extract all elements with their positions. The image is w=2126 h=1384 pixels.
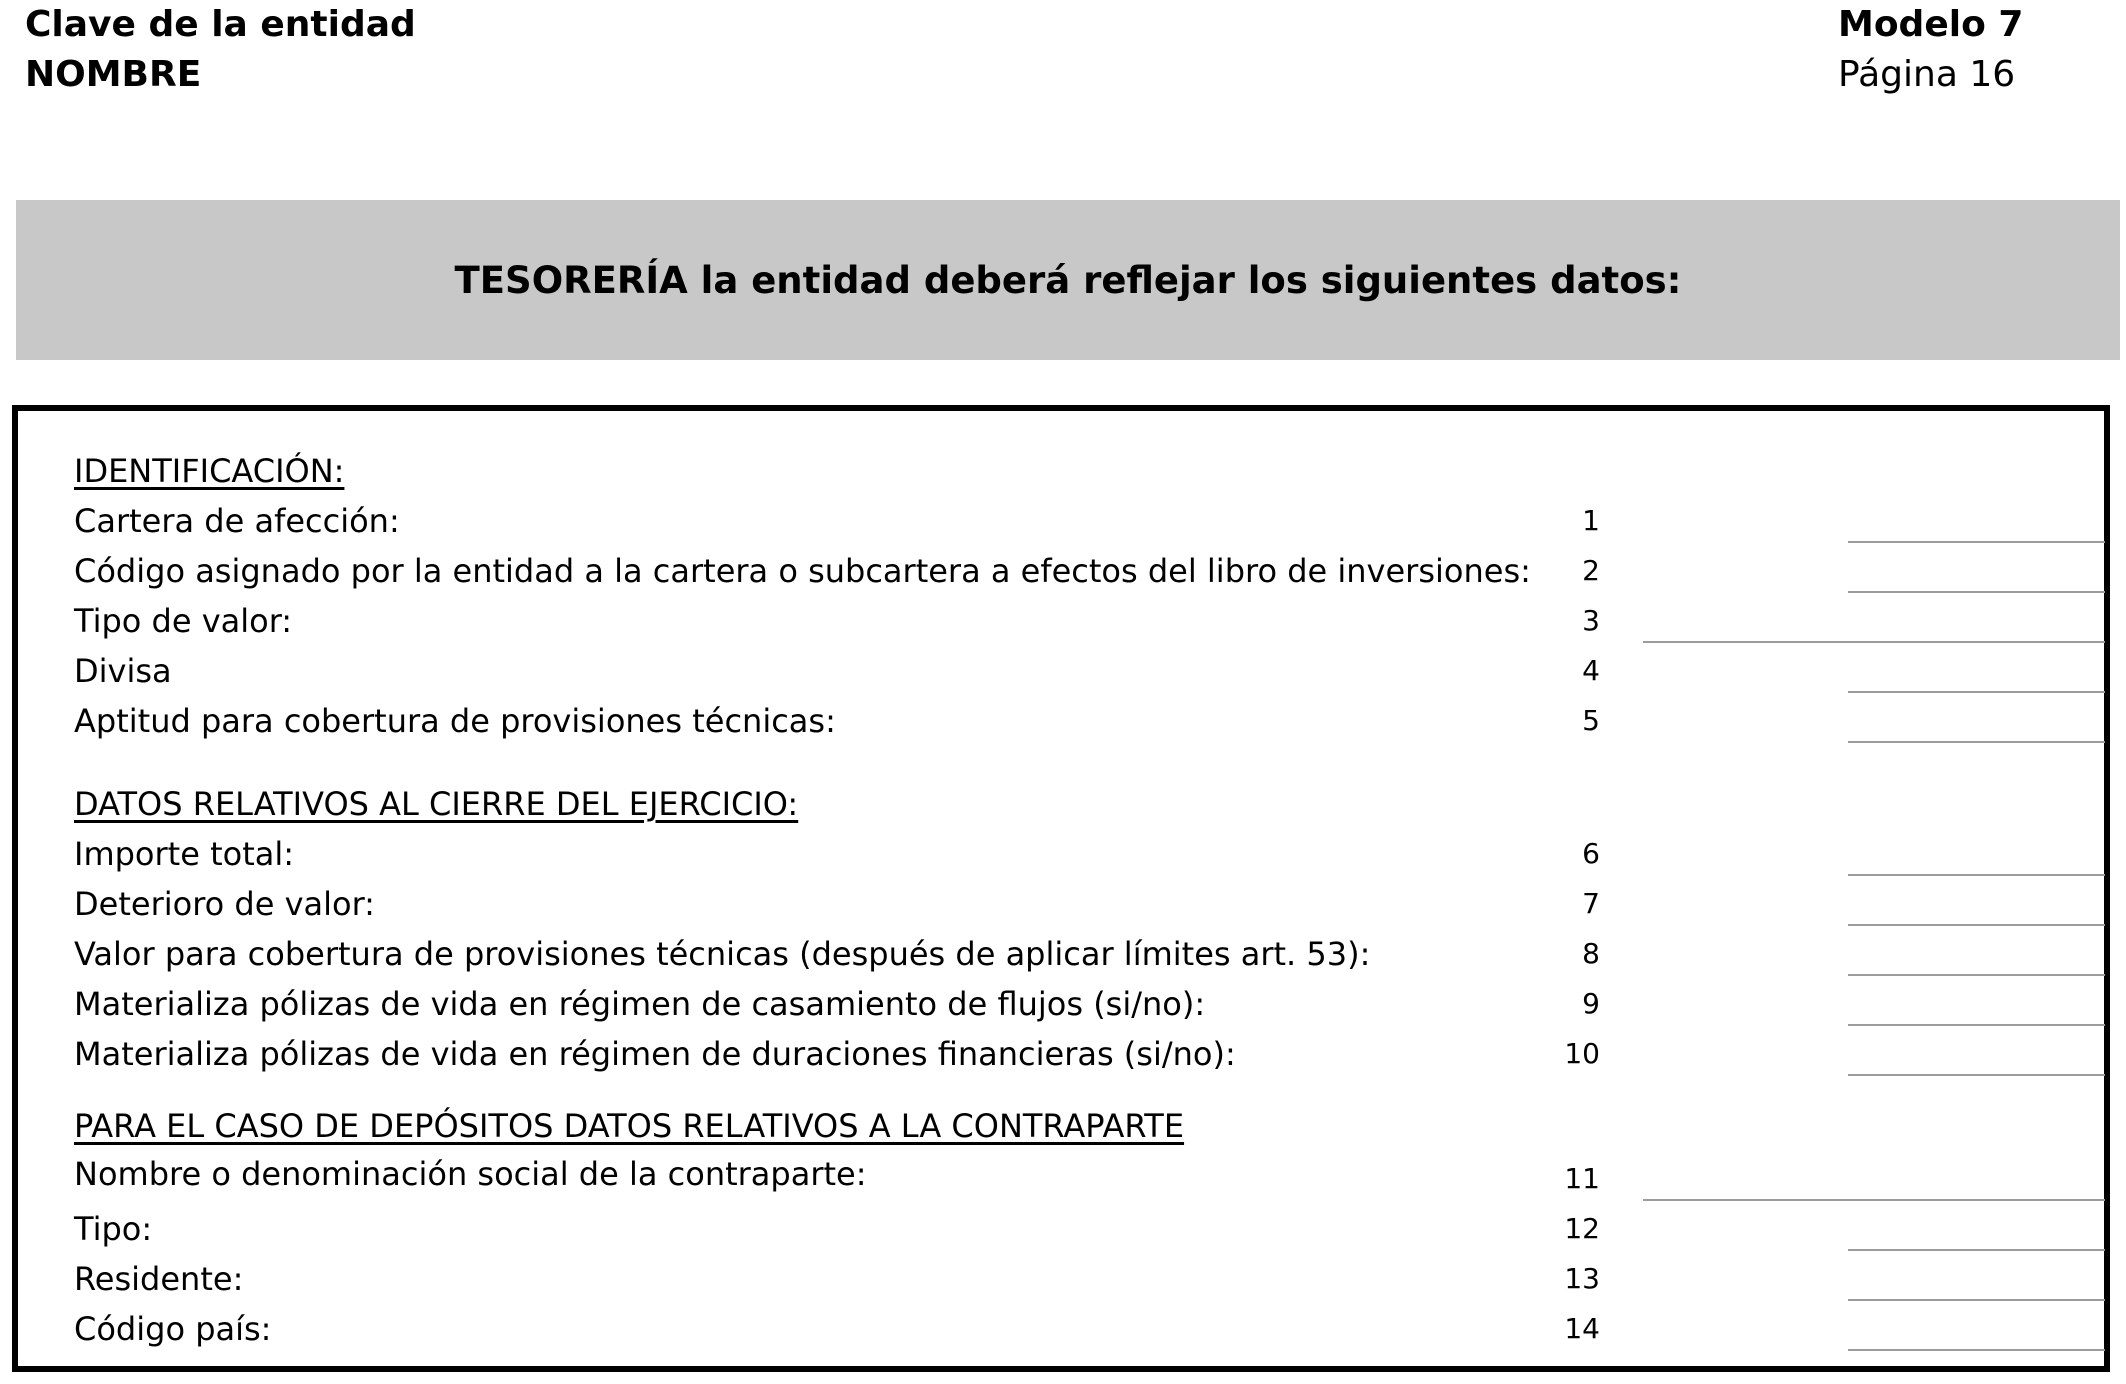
field-label-cartera: Cartera de afección: <box>74 502 400 540</box>
entity-key-label: Clave de la entidad <box>25 4 416 45</box>
field-number-10: 10 <box>1564 1037 1600 1070</box>
field-label-divisa: Divisa <box>74 652 172 690</box>
form-frame <box>12 405 2110 1372</box>
field-input-2[interactable] <box>1848 591 2105 593</box>
field-input-1[interactable] <box>1848 541 2105 543</box>
field-label-contraparte: Nombre o denominación social de la contraparte: <box>74 1155 867 1193</box>
field-input-14[interactable] <box>1848 1349 2105 1351</box>
header-left <box>25 0 416 100</box>
section-title-identificacion: IDENTIFICACIÓN: <box>74 452 345 490</box>
field-input-4[interactable] <box>1848 691 2105 693</box>
field-number-6: 6 <box>1582 837 1600 870</box>
field-input-11[interactable] <box>1643 1199 2105 1201</box>
field-number-2: 2 <box>1582 554 1600 587</box>
field-number-1: 1 <box>1582 504 1600 537</box>
field-label-casamiento-flujos: Materializa pólizas de vida en régimen de casamiento de flujos (si/no): <box>74 985 1206 1023</box>
field-number-4: 4 <box>1582 654 1600 687</box>
field-label-duraciones-financieras: Materializa pólizas de vida en régimen de duraciones financieras (si/no): <box>74 1035 1236 1073</box>
field-number-9: 9 <box>1582 987 1600 1020</box>
field-number-12: 12 <box>1564 1212 1600 1245</box>
field-number-7: 7 <box>1582 887 1600 920</box>
field-label-codigo-asignado: Código asignado por la entidad a la cartera o subcartera a efectos del libro de inversiones: <box>74 552 1531 590</box>
field-input-9[interactable] <box>1848 1024 2105 1026</box>
field-label-tipo-valor: Tipo de valor: <box>74 602 293 640</box>
field-label-importe-total: Importe total: <box>74 835 295 873</box>
field-number-3: 3 <box>1582 604 1600 637</box>
field-input-10[interactable] <box>1848 1074 2105 1076</box>
header-right <box>1838 0 2023 100</box>
field-input-5[interactable] <box>1848 741 2105 743</box>
field-label-residente: Residente: <box>74 1260 244 1298</box>
banner-title: TESORERÍA la entidad deberá reflejar los siguientes datos: <box>454 258 1682 302</box>
field-input-6[interactable] <box>1848 874 2105 876</box>
field-number-11: 11 <box>1564 1162 1600 1195</box>
model-label: Modelo 7 <box>1838 4 2024 45</box>
page-number: Página 16 <box>1838 54 2016 95</box>
section-banner <box>16 200 2120 360</box>
field-label-aptitud: Aptitud para cobertura de provisiones técnicas: <box>74 702 836 740</box>
field-input-13[interactable] <box>1848 1299 2105 1301</box>
field-number-13: 13 <box>1564 1262 1600 1295</box>
field-label-tipo: Tipo: <box>74 1210 153 1248</box>
field-label-codigo-pais: Código país: <box>74 1310 272 1348</box>
name-label: NOMBRE <box>25 54 202 95</box>
section-title-datos-cierre: DATOS RELATIVOS AL CIERRE DEL EJERCICIO: <box>74 785 799 823</box>
field-number-14: 14 <box>1564 1312 1600 1345</box>
field-input-7[interactable] <box>1848 924 2105 926</box>
field-input-3[interactable] <box>1643 641 2105 643</box>
field-number-8: 8 <box>1582 937 1600 970</box>
field-label-deterioro: Deterioro de valor: <box>74 885 375 923</box>
field-input-12[interactable] <box>1848 1249 2105 1251</box>
field-number-5: 5 <box>1582 704 1600 737</box>
field-label-valor-cobertura: Valor para cobertura de provisiones técnicas (después de aplicar límites art. 53): <box>74 935 1371 973</box>
field-input-8[interactable] <box>1848 974 2105 976</box>
section-title-depositos: PARA EL CASO DE DEPÓSITOS DATOS RELATIVOS A LA CONTRAPARTE <box>74 1107 1185 1145</box>
